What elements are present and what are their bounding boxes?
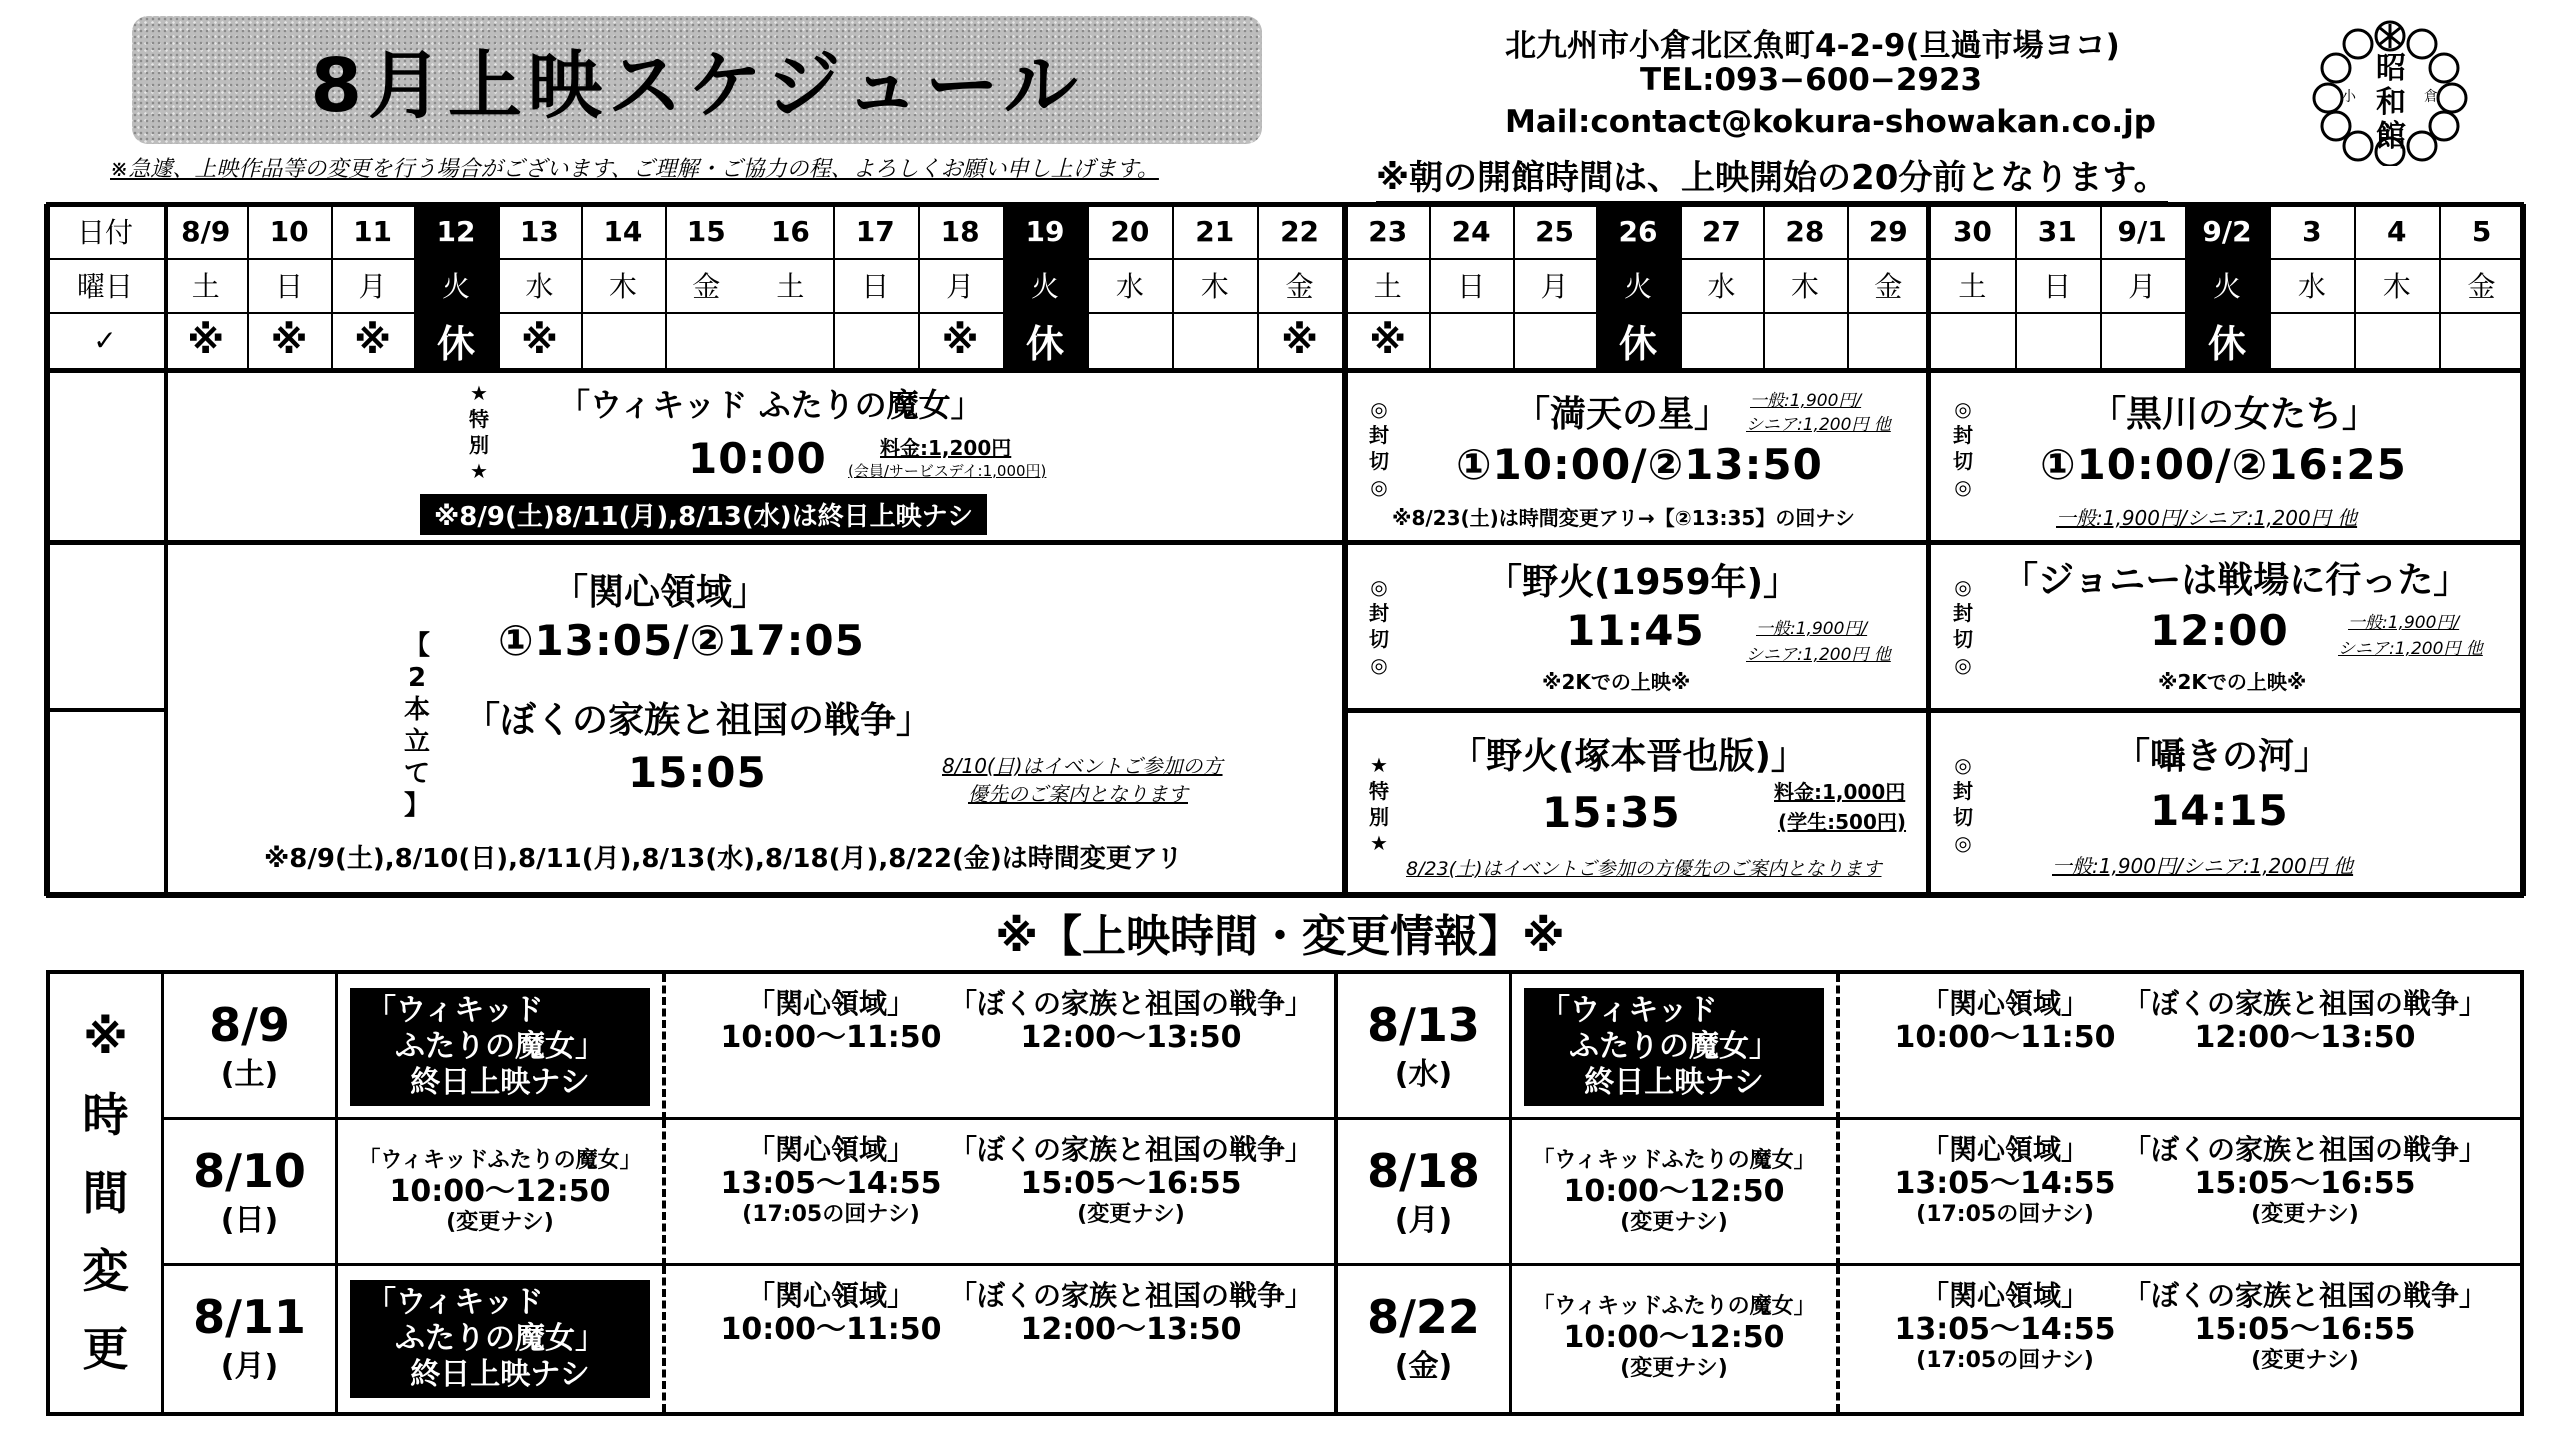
kanshin-change-cell bbox=[716, 988, 946, 1108]
calendar-date: 31 bbox=[2037, 214, 2077, 248]
calendar-date: 27 bbox=[1701, 214, 1741, 248]
change-date-cell bbox=[164, 974, 338, 1120]
grid-line bbox=[331, 204, 333, 368]
grid-line bbox=[414, 204, 416, 368]
grid-line bbox=[1257, 204, 1259, 368]
calendar-weekday: 日 bbox=[2043, 270, 2072, 303]
calendar-date: 21 bbox=[1195, 214, 1235, 248]
kanshin-change-cell bbox=[1890, 988, 2120, 1108]
row-label: 曜日 bbox=[76, 270, 133, 303]
showtime: 10:00〜11:50 bbox=[720, 1312, 942, 1347]
calendar-date: 9/1 bbox=[2117, 214, 2167, 248]
grid-line bbox=[1342, 708, 2524, 713]
dashed-divider bbox=[662, 974, 666, 1120]
calendar-weekday: 木 bbox=[2382, 270, 2411, 303]
film-block-sasayaki: ◎ 封 切 ◎ 「囁きの河」 14:15 一般:1,900円/シニア:1,200円 他 bbox=[1930, 714, 2520, 886]
page-title: 8月上映スケジュール bbox=[310, 43, 1084, 129]
change-date: 8/22 bbox=[1367, 1290, 1480, 1344]
phone: TEL:093−600−2923 bbox=[1640, 62, 1983, 98]
schedule-change-mark bbox=[1172, 312, 1257, 368]
grid-line bbox=[2100, 204, 2102, 368]
calendar-weekday: 火 bbox=[414, 258, 497, 312]
event-note-2: 優先のご案内となります bbox=[968, 782, 1188, 806]
calendar-weekday: 木 bbox=[608, 270, 637, 303]
dashed-divider bbox=[662, 1120, 666, 1266]
calendar-weekday: 水 bbox=[2297, 270, 2326, 303]
calendar-date: 30 bbox=[1952, 214, 1992, 248]
schedule-change-mark: ※ bbox=[941, 318, 979, 362]
calendar-date: 10 bbox=[269, 214, 309, 248]
grid-line bbox=[918, 204, 920, 368]
schedule-change-mark: ※ bbox=[270, 318, 308, 362]
film-title: 「満天の星」 bbox=[1514, 394, 1731, 435]
grid-line bbox=[1087, 204, 1089, 368]
calendar-weekday: 月 bbox=[1540, 270, 1569, 303]
grid-line bbox=[46, 540, 164, 545]
calendar-weekday: 金 bbox=[2467, 270, 2496, 303]
kanshin-change-cell bbox=[716, 1134, 946, 1254]
change-date-cell bbox=[1338, 1120, 1512, 1266]
change-row bbox=[164, 1120, 1334, 1266]
grid-line bbox=[1172, 204, 1174, 368]
wicked-change-text: 10:00〜12:50 bbox=[1563, 1174, 1785, 1209]
calendar-weekday: 火 bbox=[2185, 258, 2270, 312]
calendar-weekday: 金 bbox=[692, 270, 721, 303]
changes-heading: ※【上映時間・変更情報】※ bbox=[995, 911, 1565, 962]
wicked-change-text: 10:00〜12:50 bbox=[1563, 1320, 1785, 1355]
grid-line bbox=[46, 540, 2524, 545]
event-note-1: 8/10(日)はイベントご参加の方 bbox=[942, 754, 1223, 778]
film-title: 「ぼくの家族と祖国の戦争」 bbox=[949, 1279, 1314, 1312]
wicked-change-text: ふたりの魔女」 bbox=[1569, 1029, 1779, 1064]
change-note: ※8/23(土)は時間変更アリ→【②13:35】の回ナシ bbox=[1392, 506, 1855, 530]
showtime: 15:05〜16:55 bbox=[2194, 1312, 2416, 1347]
price-line-1: 一般:1,900円/ bbox=[1750, 391, 1862, 411]
showtime: 13:05〜14:55 bbox=[1894, 1312, 2116, 1347]
kanshin-change-cell bbox=[1890, 1280, 2120, 1400]
calendar-date: 11 bbox=[353, 214, 393, 248]
price-line-2: シニア:1,200円 他 bbox=[1746, 415, 1891, 435]
calendar-date: 20 bbox=[1110, 214, 1150, 248]
wicked-change-cell bbox=[350, 1130, 650, 1254]
schedule-change-mark bbox=[1763, 312, 1846, 368]
showtime: 15:05〜16:55 bbox=[2194, 1166, 2416, 1201]
film-block-johnny: ◎ 封 切 ◎ 「ジョニーは戦場に行った」 12:00 一般:1,900円/ シニア:1,200円 他 ※2Kでの上映※ bbox=[1930, 546, 2520, 706]
time-change-note: ※8/9(土),8/10(日),8/11(月),8/13(水),8/18(月),8/22(金)は時間変更アリ bbox=[264, 844, 1183, 874]
change-row bbox=[164, 974, 1334, 1120]
wicked-change-text: 終日上映ナシ bbox=[1584, 1065, 1764, 1100]
film-block-kurokawa: ◎ 封 切 ◎ 「黒川の女たち」 ①10:00/②16:25 一般:1,900円/シニア:1,200円 他 bbox=[1930, 376, 2520, 538]
wicked-change-cell bbox=[1524, 1276, 1824, 1400]
change-date: 8/13 bbox=[1367, 998, 1480, 1052]
film-title: 「ぼくの家族と祖国の戦争」 bbox=[949, 1133, 1314, 1166]
calendar-date: 28 bbox=[1785, 214, 1825, 248]
grid-line bbox=[46, 892, 2524, 898]
logo-char-1: 昭 bbox=[2376, 51, 2406, 86]
film-title: 「関心領域」 bbox=[1920, 1133, 2089, 1166]
price: 料金:1,200円 bbox=[880, 436, 1012, 460]
schedule-change-mark bbox=[581, 312, 664, 368]
calendar-date: 22 bbox=[1280, 214, 1320, 248]
change-date-cell bbox=[1338, 1266, 1512, 1412]
schedule-change-mark bbox=[2439, 312, 2524, 368]
schedule-change-mark: ※ bbox=[520, 318, 558, 362]
wicked-change-cell bbox=[350, 1280, 650, 1398]
film-block-nobi-1959: ◎ 封 切 ◎ 「野火(1959年)」 11:45 一般:1,900円/ シニア:1,200円 他 ※2Kでの上映※ bbox=[1346, 546, 1926, 706]
showtime: 11:45 bbox=[1566, 606, 1705, 655]
showtime: ①10:00/②16:25 bbox=[2040, 440, 2407, 489]
film-title: 「ジョニーは戦場に行った」 bbox=[2002, 560, 2470, 601]
wicked-change-text: ふたりの魔女」 bbox=[395, 1029, 605, 1064]
calendar-weekday: 火 bbox=[1596, 258, 1679, 312]
showtime: 10:00 bbox=[688, 434, 827, 483]
calendar-weekday: 日 bbox=[861, 270, 890, 303]
grid-line bbox=[2520, 204, 2526, 896]
calendar-date: 18 bbox=[940, 214, 980, 248]
opening-time-note: ※朝の開館時間は、上映開始の20分前となります。 bbox=[1376, 150, 2168, 204]
wicked-change-text: 10:00〜12:50 bbox=[389, 1174, 611, 1209]
grid-line bbox=[2269, 204, 2271, 368]
changes-table bbox=[46, 970, 2524, 1416]
schedule-change-mark bbox=[748, 312, 833, 368]
schedule-change-mark bbox=[2269, 312, 2354, 368]
calendar-weekday: 月 bbox=[358, 270, 387, 303]
showtime-bokuno: 15:05 bbox=[628, 748, 767, 797]
schedule-change-mark: ※ bbox=[187, 318, 225, 362]
bokuno-change-cell bbox=[949, 987, 1314, 1108]
wicked-change-text: (変更ナシ) bbox=[446, 1210, 554, 1235]
film-title: 「関心領域」 bbox=[746, 987, 915, 1020]
schedule-change-mark bbox=[665, 312, 748, 368]
calendar-date: 14 bbox=[603, 214, 643, 248]
grid-line bbox=[1429, 204, 1431, 368]
change-date-cell bbox=[164, 1120, 338, 1266]
calendar-date: 24 bbox=[1451, 214, 1491, 248]
logo-small-right: 倉 bbox=[2424, 89, 2438, 105]
grid-line bbox=[665, 204, 667, 368]
price: 一般:1,900円/シニア:1,200円 他 bbox=[2056, 506, 2358, 530]
grid-line bbox=[498, 204, 500, 368]
grid-line bbox=[1003, 204, 1005, 368]
film-title: 「野火(1959年)」 bbox=[1486, 562, 1800, 603]
change-row bbox=[1338, 974, 2520, 1120]
film-title-bokuno: 「ぼくの家族と祖国の戦争」 bbox=[464, 700, 933, 741]
dashed-divider bbox=[662, 1266, 666, 1412]
change-row bbox=[164, 1266, 1334, 1412]
time-change-side-label: ※ 時 間 変 更 bbox=[50, 974, 164, 1412]
schedule-change-mark bbox=[2100, 312, 2185, 368]
logo-char-2: 和 bbox=[2376, 85, 2406, 120]
film-block-manten: ◎ 封 切 ◎ 「満天の星」 一般:1,900円/ シニア:1,200円 他 ①10:00/②13:50 ※8/23(土)は時間変更アリ→【②13:35】の回ナシ bbox=[1346, 376, 1926, 538]
showtime: 13:05〜14:55 bbox=[1894, 1166, 2116, 1201]
change-weekday: (月) bbox=[1394, 1203, 1453, 1238]
change-sub-note: (17:05の回ナシ) bbox=[1916, 1202, 2094, 1227]
schedule-change-mark: ※ bbox=[1369, 318, 1407, 362]
change-row bbox=[1338, 1266, 2520, 1412]
calendar-weekday: 日 bbox=[1457, 270, 1486, 303]
calendar-weekday: 金 bbox=[1874, 270, 1903, 303]
wicked-change-text: 「ウィキッド bbox=[366, 993, 544, 1028]
change-date: 8/11 bbox=[193, 1290, 306, 1344]
calendar-date: 16 bbox=[770, 214, 810, 248]
schedule-change-mark bbox=[833, 312, 918, 368]
wicked-change-cell bbox=[1524, 988, 1824, 1106]
change-sub-note: (17:05の回ナシ) bbox=[1916, 1348, 2094, 1373]
wicked-change-text: 「ウィキッド bbox=[366, 1285, 544, 1320]
calendar-date: 15 bbox=[686, 214, 726, 248]
bokuno-change-cell bbox=[949, 1279, 1314, 1400]
film-title: 「囁きの河」 bbox=[2114, 736, 2331, 777]
film-title: 「ウィキッド ふたりの魔女」 bbox=[558, 386, 983, 424]
format-note: ※2Kでの上映※ bbox=[1542, 670, 1691, 694]
closed-day-mark: 休 bbox=[414, 312, 497, 368]
wicked-change-cell bbox=[1524, 1130, 1824, 1254]
calendar-date: 17 bbox=[855, 214, 895, 248]
calendar-date: 26 bbox=[1596, 204, 1679, 258]
calendar-date: 5 bbox=[2471, 214, 2492, 248]
grid-line bbox=[46, 708, 164, 712]
schedule-change-mark bbox=[1930, 312, 2015, 368]
schedule-change-mark bbox=[1087, 312, 1172, 368]
calendar-date: 12 bbox=[414, 204, 497, 258]
grid-line bbox=[1847, 204, 1849, 368]
logo-small-left: 小 bbox=[2342, 89, 2356, 105]
grid-line bbox=[46, 258, 2524, 260]
film-title: 「ぼくの家族と祖国の戦争」 bbox=[2123, 987, 2488, 1020]
grid-line bbox=[46, 312, 2524, 314]
calendar-date: 13 bbox=[519, 214, 559, 248]
calendar-date: 9/2 bbox=[2185, 204, 2270, 258]
showtime: 14:15 bbox=[2150, 786, 2289, 835]
changes-right-column bbox=[1338, 974, 2520, 1412]
bokuno-change-cell bbox=[2123, 1133, 2488, 1254]
format-note: ※2Kでの上映※ bbox=[2158, 670, 2307, 694]
calendar-date: 19 bbox=[1003, 204, 1088, 258]
no-screening-note: ※8/9(土)8/11(月),8/13(水)は終日上映ナシ bbox=[420, 494, 987, 535]
closed-day-mark: 休 bbox=[1003, 312, 1088, 368]
grid-line bbox=[247, 204, 249, 368]
schedule-change-mark bbox=[2354, 312, 2439, 368]
film-title: 「関心領域」 bbox=[746, 1279, 915, 1312]
change-weekday: (金) bbox=[1394, 1349, 1453, 1384]
film-title: 「ぼくの家族と祖国の戦争」 bbox=[949, 987, 1314, 1020]
price-line-2: シニア:1,200円 他 bbox=[1746, 645, 1891, 665]
film-title: 「関心領域」 bbox=[746, 1133, 915, 1166]
film-title: 「関心領域」 bbox=[1920, 987, 2089, 1020]
address: 北九州市小倉北区魚町4-2-9(旦過市場ヨコ) bbox=[1505, 28, 2120, 64]
showtime: 12:00 bbox=[2150, 606, 2289, 655]
grid-line bbox=[2185, 204, 2187, 368]
calendar-weekday: 土 bbox=[1958, 270, 1987, 303]
schedule-change-mark: ※ bbox=[354, 318, 392, 362]
showtime: ①10:00/②13:50 bbox=[1456, 440, 1823, 489]
wicked-change-text: 終日上映ナシ bbox=[410, 1065, 590, 1100]
showtime: 12:00〜13:50 bbox=[2194, 1020, 2416, 1055]
showtime: 13:05〜14:55 bbox=[720, 1166, 942, 1201]
logo-char-3: 館 bbox=[2376, 119, 2406, 154]
price-line-1: 料金:1,000円 bbox=[1774, 780, 1906, 804]
price: 一般:1,900円/シニア:1,200円 他 bbox=[2052, 854, 2354, 878]
change-weekday: (日) bbox=[220, 1203, 279, 1238]
grid-line bbox=[1596, 204, 1598, 368]
schedule-change-mark bbox=[1429, 312, 1512, 368]
calendar-weekday: 火 bbox=[1003, 258, 1088, 312]
showtime: 12:00〜13:50 bbox=[1020, 1020, 1242, 1055]
change-date-cell bbox=[1338, 974, 1512, 1120]
change-notice: ※急遽、上映作品等の変更を行う場合がございます、ご理解・ご協力の程、よろしくお願い申し上げます。 bbox=[110, 157, 1159, 182]
wicked-change-text: (変更ナシ) bbox=[1620, 1210, 1728, 1235]
event-note: 8/23(土)はイベントご参加の方優先のご案内となります bbox=[1406, 858, 1882, 880]
schedule-change-mark: ※ bbox=[1281, 318, 1319, 362]
showtime: 10:00〜11:50 bbox=[720, 1020, 942, 1055]
changes-left-column bbox=[164, 974, 1334, 1412]
calendar-weekday: 土 bbox=[191, 270, 220, 303]
calendar-date: 4 bbox=[2386, 214, 2407, 248]
grid-line bbox=[2439, 204, 2441, 368]
schedule-change-mark bbox=[1680, 312, 1763, 368]
price-line-2: (学生:500円) bbox=[1778, 810, 1907, 834]
showtime: 10:00〜11:50 bbox=[1894, 1020, 2116, 1055]
wicked-change-text: 「ウィキッドふたりの魔女」 bbox=[1532, 1148, 1816, 1173]
calendar-weekday: 水 bbox=[525, 270, 554, 303]
film-title: 「野火(塚本晋也版)」 bbox=[1450, 736, 1807, 777]
film-title: 「ぼくの家族と祖国の戦争」 bbox=[2123, 1133, 2488, 1166]
dashed-divider bbox=[1836, 974, 1840, 1120]
calendar-date: 3 bbox=[2302, 214, 2322, 248]
change-sub-note: (変更ナシ) bbox=[1077, 1202, 1185, 1227]
price-line-2: シニア:1,200円 他 bbox=[2338, 639, 2483, 659]
grid-line bbox=[1763, 204, 1765, 368]
schedule-change-mark bbox=[1847, 312, 1930, 368]
showtime: 15:35 bbox=[1542, 788, 1681, 837]
schedule-change-mark bbox=[2015, 312, 2100, 368]
change-row bbox=[1338, 1120, 2520, 1266]
film-title-kanshin: 「関心領域」 bbox=[552, 572, 769, 613]
grid-line bbox=[46, 202, 2524, 207]
price-line-1: 一般:1,900円/ bbox=[2348, 613, 2460, 633]
kanshin-change-cell bbox=[1890, 1134, 2120, 1254]
grid-line bbox=[581, 204, 583, 368]
change-weekday: (水) bbox=[1394, 1057, 1453, 1092]
wicked-change-text: 終日上映ナシ bbox=[410, 1357, 590, 1392]
schedule-change-mark bbox=[1513, 312, 1596, 368]
wicked-change-text: (変更ナシ) bbox=[1620, 1356, 1728, 1381]
grid-line bbox=[1680, 204, 1682, 368]
change-sub-note: (変更ナシ) bbox=[2251, 1348, 2359, 1373]
wicked-change-text: 「ウィキッドふたりの魔女」 bbox=[358, 1148, 642, 1173]
calendar-weekday: 木 bbox=[1200, 270, 1229, 303]
kanshin-change-cell bbox=[716, 1280, 946, 1400]
calendar-weekday: 月 bbox=[946, 270, 975, 303]
dashed-divider bbox=[1836, 1266, 1840, 1412]
film-title: 「黒川の女たち」 bbox=[2090, 394, 2379, 435]
change-date: 8/9 bbox=[209, 998, 290, 1052]
calendar-weekday: 水 bbox=[1707, 270, 1736, 303]
calendar-weekday: 日 bbox=[275, 270, 304, 303]
wicked-change-text: ふたりの魔女」 bbox=[395, 1321, 605, 1356]
calendar-weekday: 土 bbox=[1373, 270, 1402, 303]
showtime-kanshin: ①13:05/②17:05 bbox=[498, 616, 865, 665]
calendar-weekday: 水 bbox=[1115, 270, 1144, 303]
grid-line bbox=[46, 368, 2524, 373]
change-weekday: (月) bbox=[220, 1349, 279, 1384]
special-label: ★ 特 別 ★ bbox=[469, 381, 489, 483]
calendar-date: 25 bbox=[1535, 214, 1575, 248]
change-date: 8/18 bbox=[1367, 1144, 1480, 1198]
calendar-date: 23 bbox=[1368, 214, 1408, 248]
calendar-date: 29 bbox=[1868, 214, 1908, 248]
double-feature-label: 【 2 本 立 て 】 bbox=[404, 631, 431, 821]
film-block-wicked bbox=[168, 376, 1342, 538]
change-date: 8/10 bbox=[193, 1144, 306, 1198]
closed-day-mark: 休 bbox=[2185, 312, 2270, 368]
calendar-date: 8/9 bbox=[181, 214, 231, 248]
calendar-weekday: 木 bbox=[1790, 270, 1819, 303]
grid-line bbox=[833, 204, 835, 368]
showtime: 15:05〜16:55 bbox=[1020, 1166, 1242, 1201]
email: Mail:contact@kokura-showakan.co.jp bbox=[1505, 104, 2156, 140]
bokuno-change-cell bbox=[949, 1133, 1314, 1254]
change-sub-note: (17:05の回ナシ) bbox=[742, 1202, 920, 1227]
row-label: 日付 bbox=[76, 216, 133, 249]
price-line-1: 一般:1,900円/ bbox=[1756, 619, 1868, 639]
change-sub-note: (変更ナシ) bbox=[2251, 1202, 2359, 1227]
wicked-change-cell bbox=[350, 988, 650, 1106]
wicked-change-text: 「ウィキッド bbox=[1540, 993, 1718, 1028]
grid-line bbox=[1513, 204, 1515, 368]
calendar-weekday: 月 bbox=[2128, 270, 2157, 303]
film-title: 「ぼくの家族と祖国の戦争」 bbox=[2123, 1279, 2488, 1312]
bokuno-change-cell bbox=[2123, 987, 2488, 1108]
film-block-double-feature bbox=[168, 546, 1342, 886]
film-title: 「関心領域」 bbox=[1920, 1279, 2089, 1312]
change-weekday: (土) bbox=[220, 1057, 279, 1092]
showtime: 12:00〜13:50 bbox=[1020, 1312, 1242, 1347]
film-block-nobi-tsukamoto: ★ 特 別 ★ 「野火(塚本晋也版)」 15:35 料金:1,000円 (学生:500円) 8/23(土)はイベントご参加の方優先のご案内となります bbox=[1346, 714, 1926, 886]
grid-line bbox=[44, 204, 50, 896]
row-label: ✓ bbox=[93, 323, 117, 357]
closed-day-mark: 休 bbox=[1596, 312, 1679, 368]
calendar-weekday: 土 bbox=[776, 270, 805, 303]
change-date-cell bbox=[164, 1266, 338, 1412]
calendar-weekday: 金 bbox=[1285, 270, 1314, 303]
bokuno-change-cell bbox=[2123, 1279, 2488, 1400]
grid-line bbox=[2015, 204, 2017, 368]
wicked-change-text: 「ウィキッドふたりの魔女」 bbox=[1532, 1294, 1816, 1319]
dashed-divider bbox=[1836, 1120, 1840, 1266]
price-sub: (会員/サービスデイ:1,000円) bbox=[848, 462, 1047, 480]
grid-line bbox=[2354, 204, 2356, 368]
